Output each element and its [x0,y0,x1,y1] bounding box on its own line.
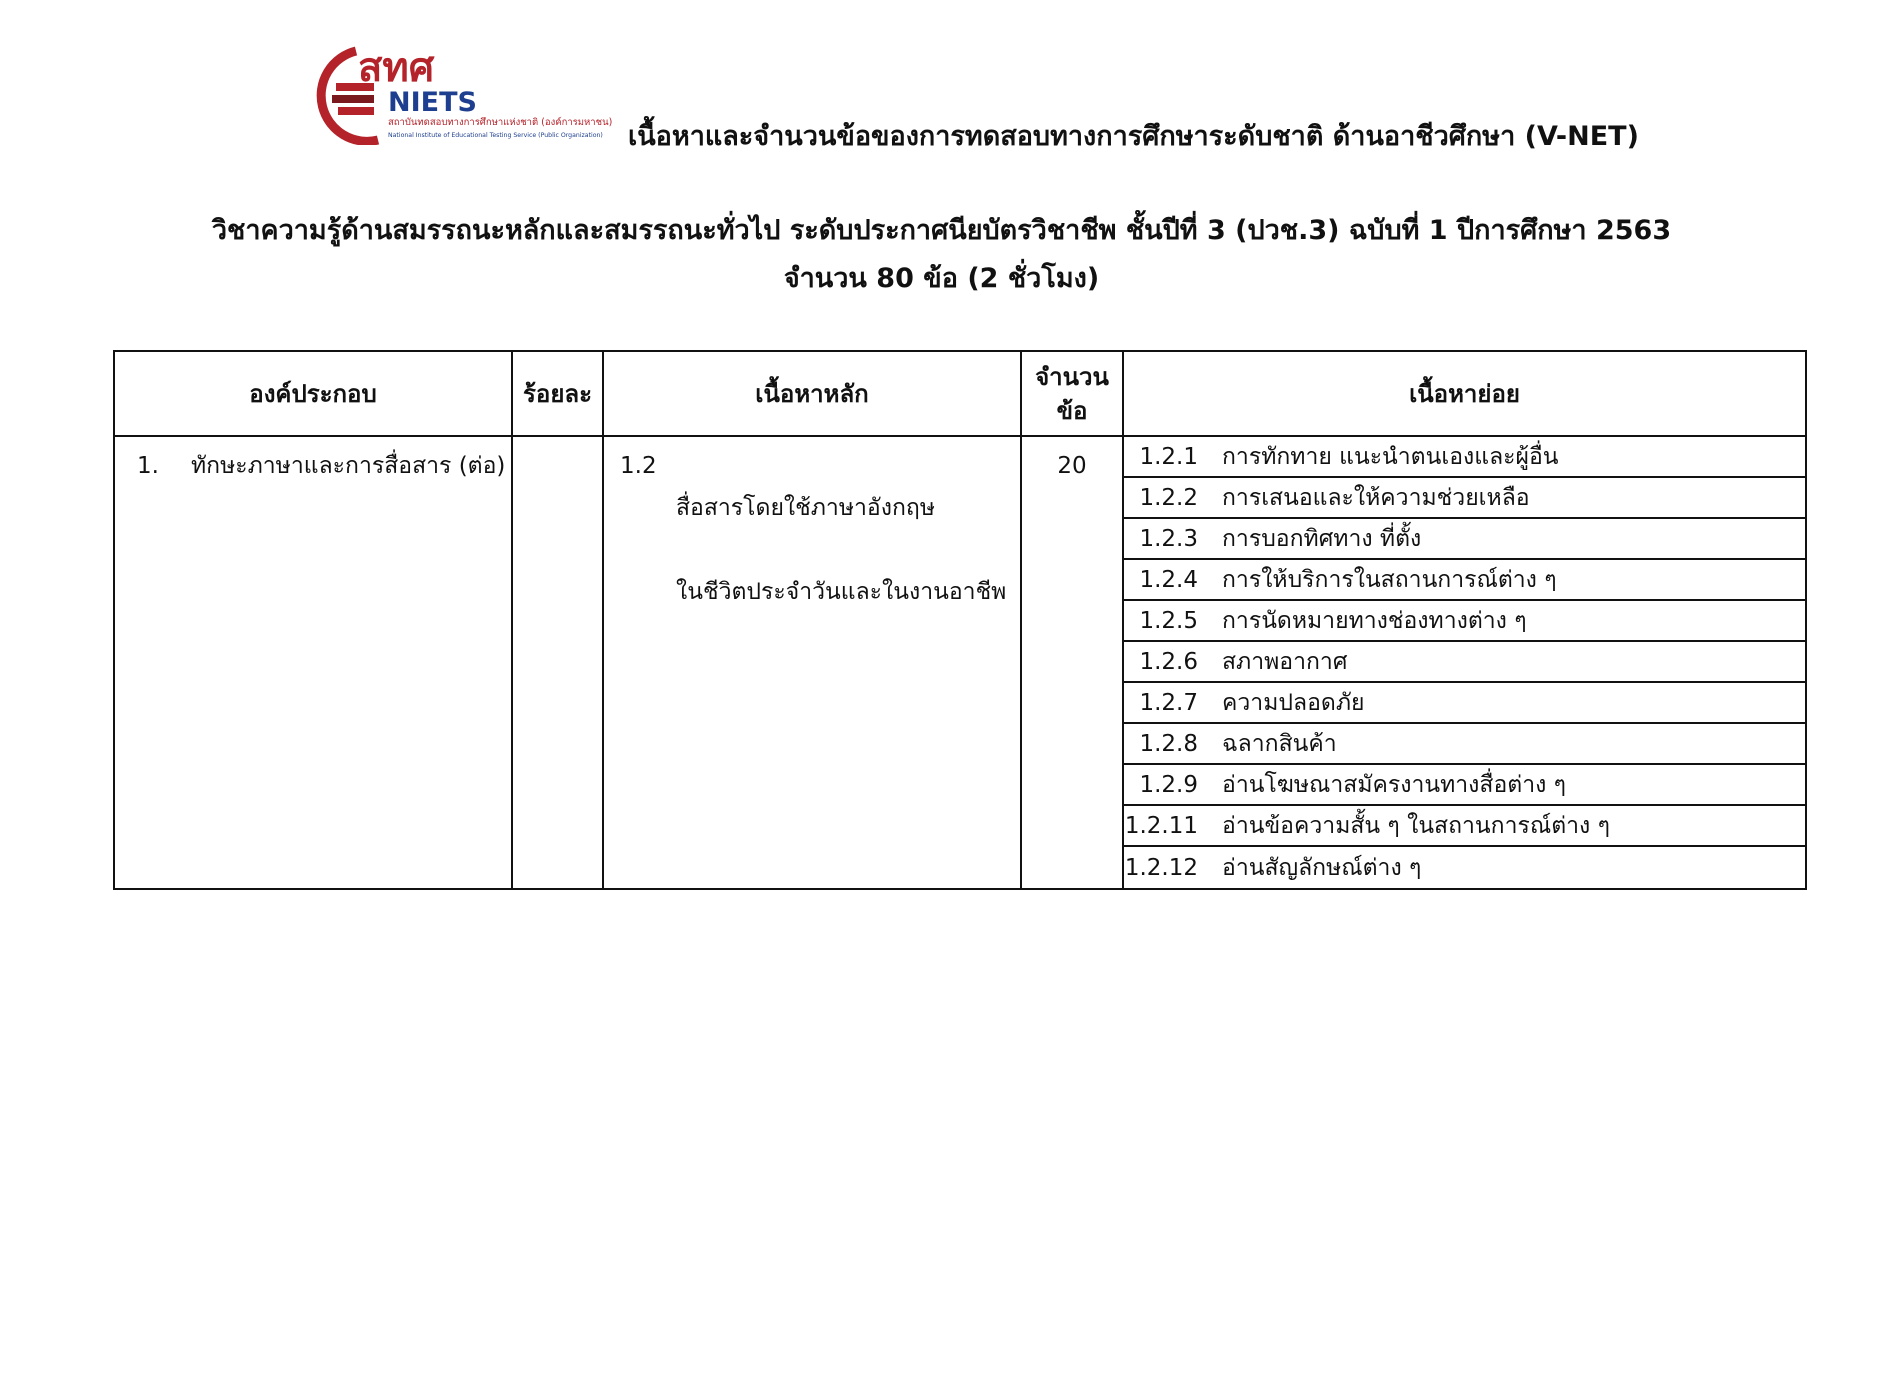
sub-item-number: 1.2.11 [1124,812,1198,839]
count-value: 20 [1057,453,1087,479]
sub-item [1124,437,1805,478]
main-content-text-line1: สื่อสารโดยใช้ภาษาอังกฤษ [676,495,935,521]
document-subtitle: วิชาความรู้ด้านสมรรถนะหลักและสมรรถนะทั่วไป ระดับประกาศนียบัตรวิชาชีพ ชั้นปีที่ 3 (ปวช.3) ฉบับที่ 1 ปีการศึกษา 2563 [211,215,1672,246]
sub-item [1124,806,1805,847]
sub-item-number: 1.2.2 [1139,484,1198,511]
table-header-row [114,351,1806,436]
main-content-cell [603,436,1021,889]
count-cell [1021,436,1123,889]
sub-content-cell [1123,436,1806,889]
sub-item [1124,847,1805,888]
niets-logo-graphic [308,45,618,145]
sub-item-number: 1.2.6 [1139,648,1198,675]
component-number: 1. [137,453,159,479]
sub-item-text: อ่านสัญลักษณ์ต่าง ๆ [1222,854,1422,881]
logo-book [338,107,374,115]
logo-thai-name: สถาบันทดสอบทางการศึกษาแห่งชาติ (องค์การมหาชน) [388,117,613,128]
document-header: เนื้อหาและจำนวนข้อของการทดสอบทางการศึกษาระดับชาติ ด้านอาชีวศึกษา (V-NET) [628,121,1639,152]
component-text: ทักษะภาษาและการสื่อสาร (ต่อ) [191,453,506,479]
sub-item-number: 1.2.5 [1139,607,1198,634]
sub-item-text: ฉลากสินค้า [1222,730,1337,757]
header-count-line1: จำนวน [1035,362,1109,391]
percent-value [513,437,602,445]
sub-item-number: 1.2.9 [1139,771,1198,798]
header-count [1021,351,1123,436]
component-cell [114,436,512,889]
document-item-count: จำนวน 80 ข้อ (2 ชั่วโมง) [783,263,1100,294]
sub-item [1124,519,1805,560]
content-table [113,350,1807,890]
sub-item [1124,560,1805,601]
logo-thai-mark: สทศ [358,45,435,91]
sub-item-text: การให้บริการในสถานการณ์ต่าง ๆ [1222,566,1557,593]
sub-item-number: 1.2.8 [1139,730,1198,757]
sub-item-text: การนัดหมายทางช่องทางต่าง ๆ [1222,607,1527,634]
header-main-content: เนื้อหาหลัก [603,351,1021,436]
sub-item-number: 1.2.3 [1139,525,1198,552]
sub-item [1124,724,1805,765]
header-component: องค์ประกอบ [114,351,512,436]
sub-item-text: สภาพอากาศ [1222,648,1348,675]
sub-item-text: อ่านข้อความสั้น ๆ ในสถานการณ์ต่าง ๆ [1222,812,1610,839]
sub-item [1124,601,1805,642]
sub-item-text: อ่านโฆษณาสมัครงานทางสื่อต่าง ๆ [1222,771,1567,798]
header-percent: ร้อยละ [512,351,603,436]
percent-cell [512,436,603,889]
sub-item-number: 1.2.1 [1139,443,1198,470]
sub-item-text: ความปลอดภัย [1222,689,1365,716]
sub-item [1124,765,1805,806]
header-count-line2: ข้อ [1056,396,1088,425]
main-content-number: 1.2 [620,453,657,479]
sub-item-text: การเสนอและให้ความช่วยเหลือ [1222,484,1530,511]
table-row [114,436,1806,889]
niets-logo [308,45,618,145]
sub-item-number: 1.2.4 [1139,566,1198,593]
sub-item-text: การทักทาย แนะนำตนเองและผู้อื่น [1222,443,1559,470]
sub-item [1124,683,1805,724]
logo-book [332,95,374,103]
logo-english-name: National Institute of Educational Testing Service (Public Organization) [388,132,603,139]
logo-english-mark: NIETS [388,87,477,118]
sub-item-number: 1.2.7 [1139,689,1198,716]
sub-item-text: การบอกทิศทาง ที่ตั้ง [1222,525,1422,552]
sub-item [1124,478,1805,519]
header-sub-content: เนื้อหาย่อย [1123,351,1806,436]
main-content-text-line2: ในชีวิตประจำวันและในงานอาชีพ [676,579,1007,605]
sub-item-number: 1.2.12 [1124,854,1198,881]
sub-item [1124,642,1805,683]
